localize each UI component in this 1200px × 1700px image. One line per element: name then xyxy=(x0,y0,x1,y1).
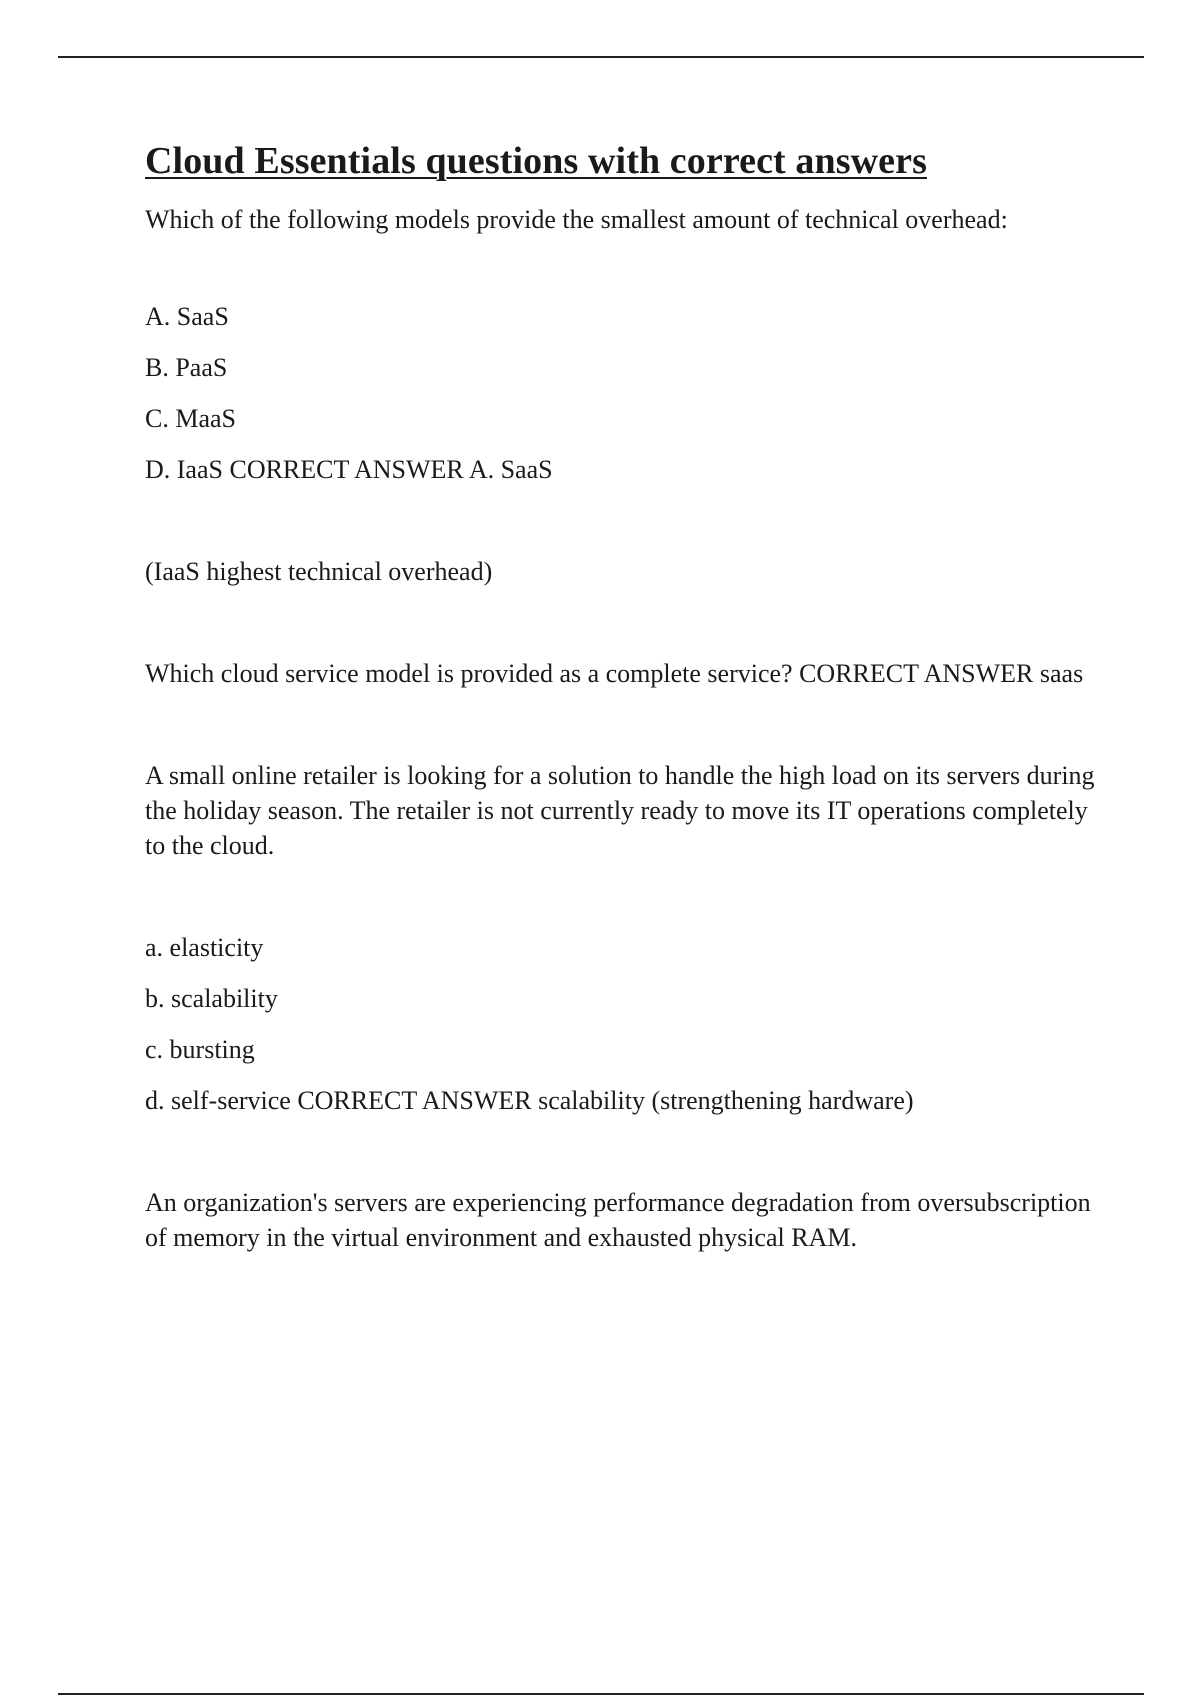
question-1-option-a: A. SaaS xyxy=(145,301,229,331)
question-1-note: (IaaS highest technical overhead) xyxy=(145,556,493,586)
question-3-option-d: d. self-service CORRECT ANSWER scalability (strengthening hardware) xyxy=(145,1085,914,1115)
bottom-rule xyxy=(58,1693,1144,1695)
question-1-option-c: C. MaaS xyxy=(145,403,236,433)
question-3-option-a: a. elasticity xyxy=(145,932,264,962)
question-1-option-b: B. PaaS xyxy=(145,352,228,382)
question-2: Which cloud service model is provided as a complete service? CORRECT ANSWER saas xyxy=(145,658,1084,688)
question-3-option-b: b. scalability xyxy=(145,983,278,1013)
question-1-option-d: D. IaaS CORRECT ANSWER A. SaaS xyxy=(145,454,553,484)
question-3-option-c: c. bursting xyxy=(145,1034,255,1064)
document-title: Cloud Essentials questions with correct answers xyxy=(145,140,927,182)
question-1: Which of the following models provide the smallest amount of technical overhead: xyxy=(145,204,1008,234)
question-3: A small online retailer is looking for a solution to handle the high load on its servers during the holiday season. The retailer is not currently ready to move its IT operations completely to the cloud. xyxy=(145,760,1095,860)
document-body xyxy=(145,140,1105,1255)
question-4: An organization's servers are experiencing performance degradation from oversubscription of memory in the virtual environment and exhausted physical RAM. xyxy=(145,1187,1091,1252)
top-rule xyxy=(58,56,1144,58)
